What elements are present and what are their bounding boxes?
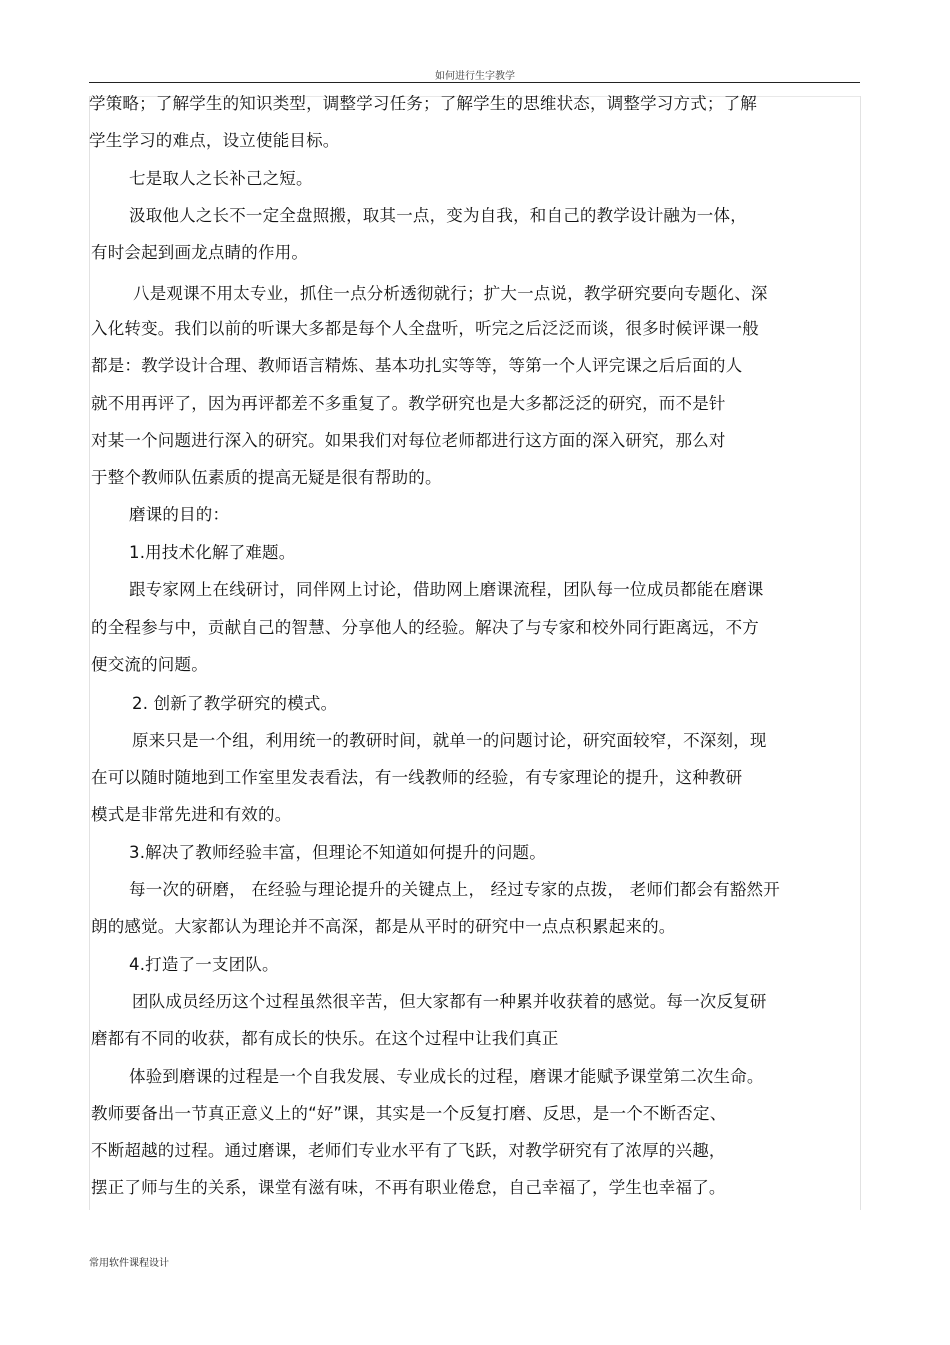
text-line: 磨都有不同的收获，都有成长的快乐。在这个过程中让我们真正 <box>91 1029 559 1048</box>
text-line: 七是取人之长补己之短。 <box>129 169 313 188</box>
text-line: 学生学习的难点，设立使能目标。 <box>89 131 340 150</box>
text-line: 模式是非常先进和有效的。 <box>91 805 292 824</box>
list-heading: 4.打造了一支团队。 <box>129 955 279 974</box>
text-line: 体验到磨课的过程是一个自我发展、专业成长的过程，磨课才能赋予课堂第二次生命。 <box>129 1067 764 1086</box>
header-rule <box>89 82 860 83</box>
text-line: 有时会起到画龙点睛的作用。 <box>91 243 309 262</box>
list-heading: 3.解决了教师经验丰富，但理论不知道如何提升的问题。 <box>129 843 546 862</box>
text-line: 在可以随时随地到工作室里发表看法，有一线教师的经验，有专家理论的提升，这种教研 <box>91 768 743 787</box>
text-line: 学策略；了解学生的知识类型，调整学习任务；了解学生的思维状态，调整学习方式；了解 <box>89 94 757 113</box>
frame-left-border <box>89 96 90 1210</box>
text-line: 团队成员经历这个过程虽然很辛苦，但大家都有一种累并收获着的感觉。每一次反复研 <box>132 992 767 1011</box>
text-line: 便交流的问题。 <box>91 655 208 674</box>
text-line: 于整个教师队伍素质的提高无疑是很有帮助的。 <box>91 468 442 487</box>
running-footer: 常用软件课程设计 <box>89 1258 169 1269</box>
frame-right-border <box>860 96 861 1210</box>
text-line: 入化转变。我们以前的听课大多都是每个人全盘听，听完之后泛泛而谈，很多时候评课一般 <box>91 319 759 338</box>
running-header-title: 如何进行生字教学 <box>435 71 515 82</box>
text-line: 每一次的研磨， 在经验与理论提升的关键点上， 经过专家的点拨， 老师们都会有豁然开 <box>129 880 780 899</box>
text-line: 朗的感觉。大家都认为理论并不高深，都是从平时的研究中一点点积累起来的。 <box>91 917 676 936</box>
text-line: 都是：教学设计合理、教师语言精炼、基本功扎实等等，等第一个人评完课之后后面的人 <box>91 356 743 375</box>
text-line: 八是观课不用太专业，抓住一点分析透彻就行；扩大一点说，教学研究要向专题化、深 <box>133 284 768 303</box>
list-heading: 2. 创新了教学研究的模式。 <box>132 694 338 713</box>
text-line: 汲取他人之长不一定全盘照搬，取其一点，变为自我，和自己的教学设计融为一体， <box>129 206 747 225</box>
text-line: 教师要备出一节真正意义上的“好”课，其实是一个反复打磨、反思，是一个不断否定、 <box>91 1104 727 1123</box>
text-line: 原来只是一个组，利用统一的教研时间，就单一的问题讨论，研究面较窄，不深刻，现 <box>132 731 767 750</box>
text-line: 对某一个问题进行深入的研究。如果我们对每位老师都进行这方面的深入研究，那么对 <box>91 431 726 450</box>
text-line: 的全程参与中，贡献自己的智慧、分享他人的经验。解决了与专家和校外同行距离远，不方 <box>91 618 759 637</box>
list-heading: 1.用技术化解了难题。 <box>129 543 296 562</box>
text-line: 跟专家网上在线研讨，同伴网上讨论，借助网上磨课流程，团队每一位成员都能在磨课 <box>129 580 764 599</box>
text-line: 就不用再评了，因为再评都差不多重复了。教学研究也是大多都泛泛的研究，而不是针 <box>91 394 726 413</box>
section-heading: 磨课的目的： <box>129 505 230 524</box>
text-line: 不断超越的过程。通过磨课，老师们专业水平有了飞跃，对教学研究有了浓厚的兴趣， <box>91 1141 726 1160</box>
text-line: 摆正了师与生的关系，课堂有滋有味，不再有职业倦怠，自己幸福了，学生也幸福了。 <box>91 1178 726 1197</box>
